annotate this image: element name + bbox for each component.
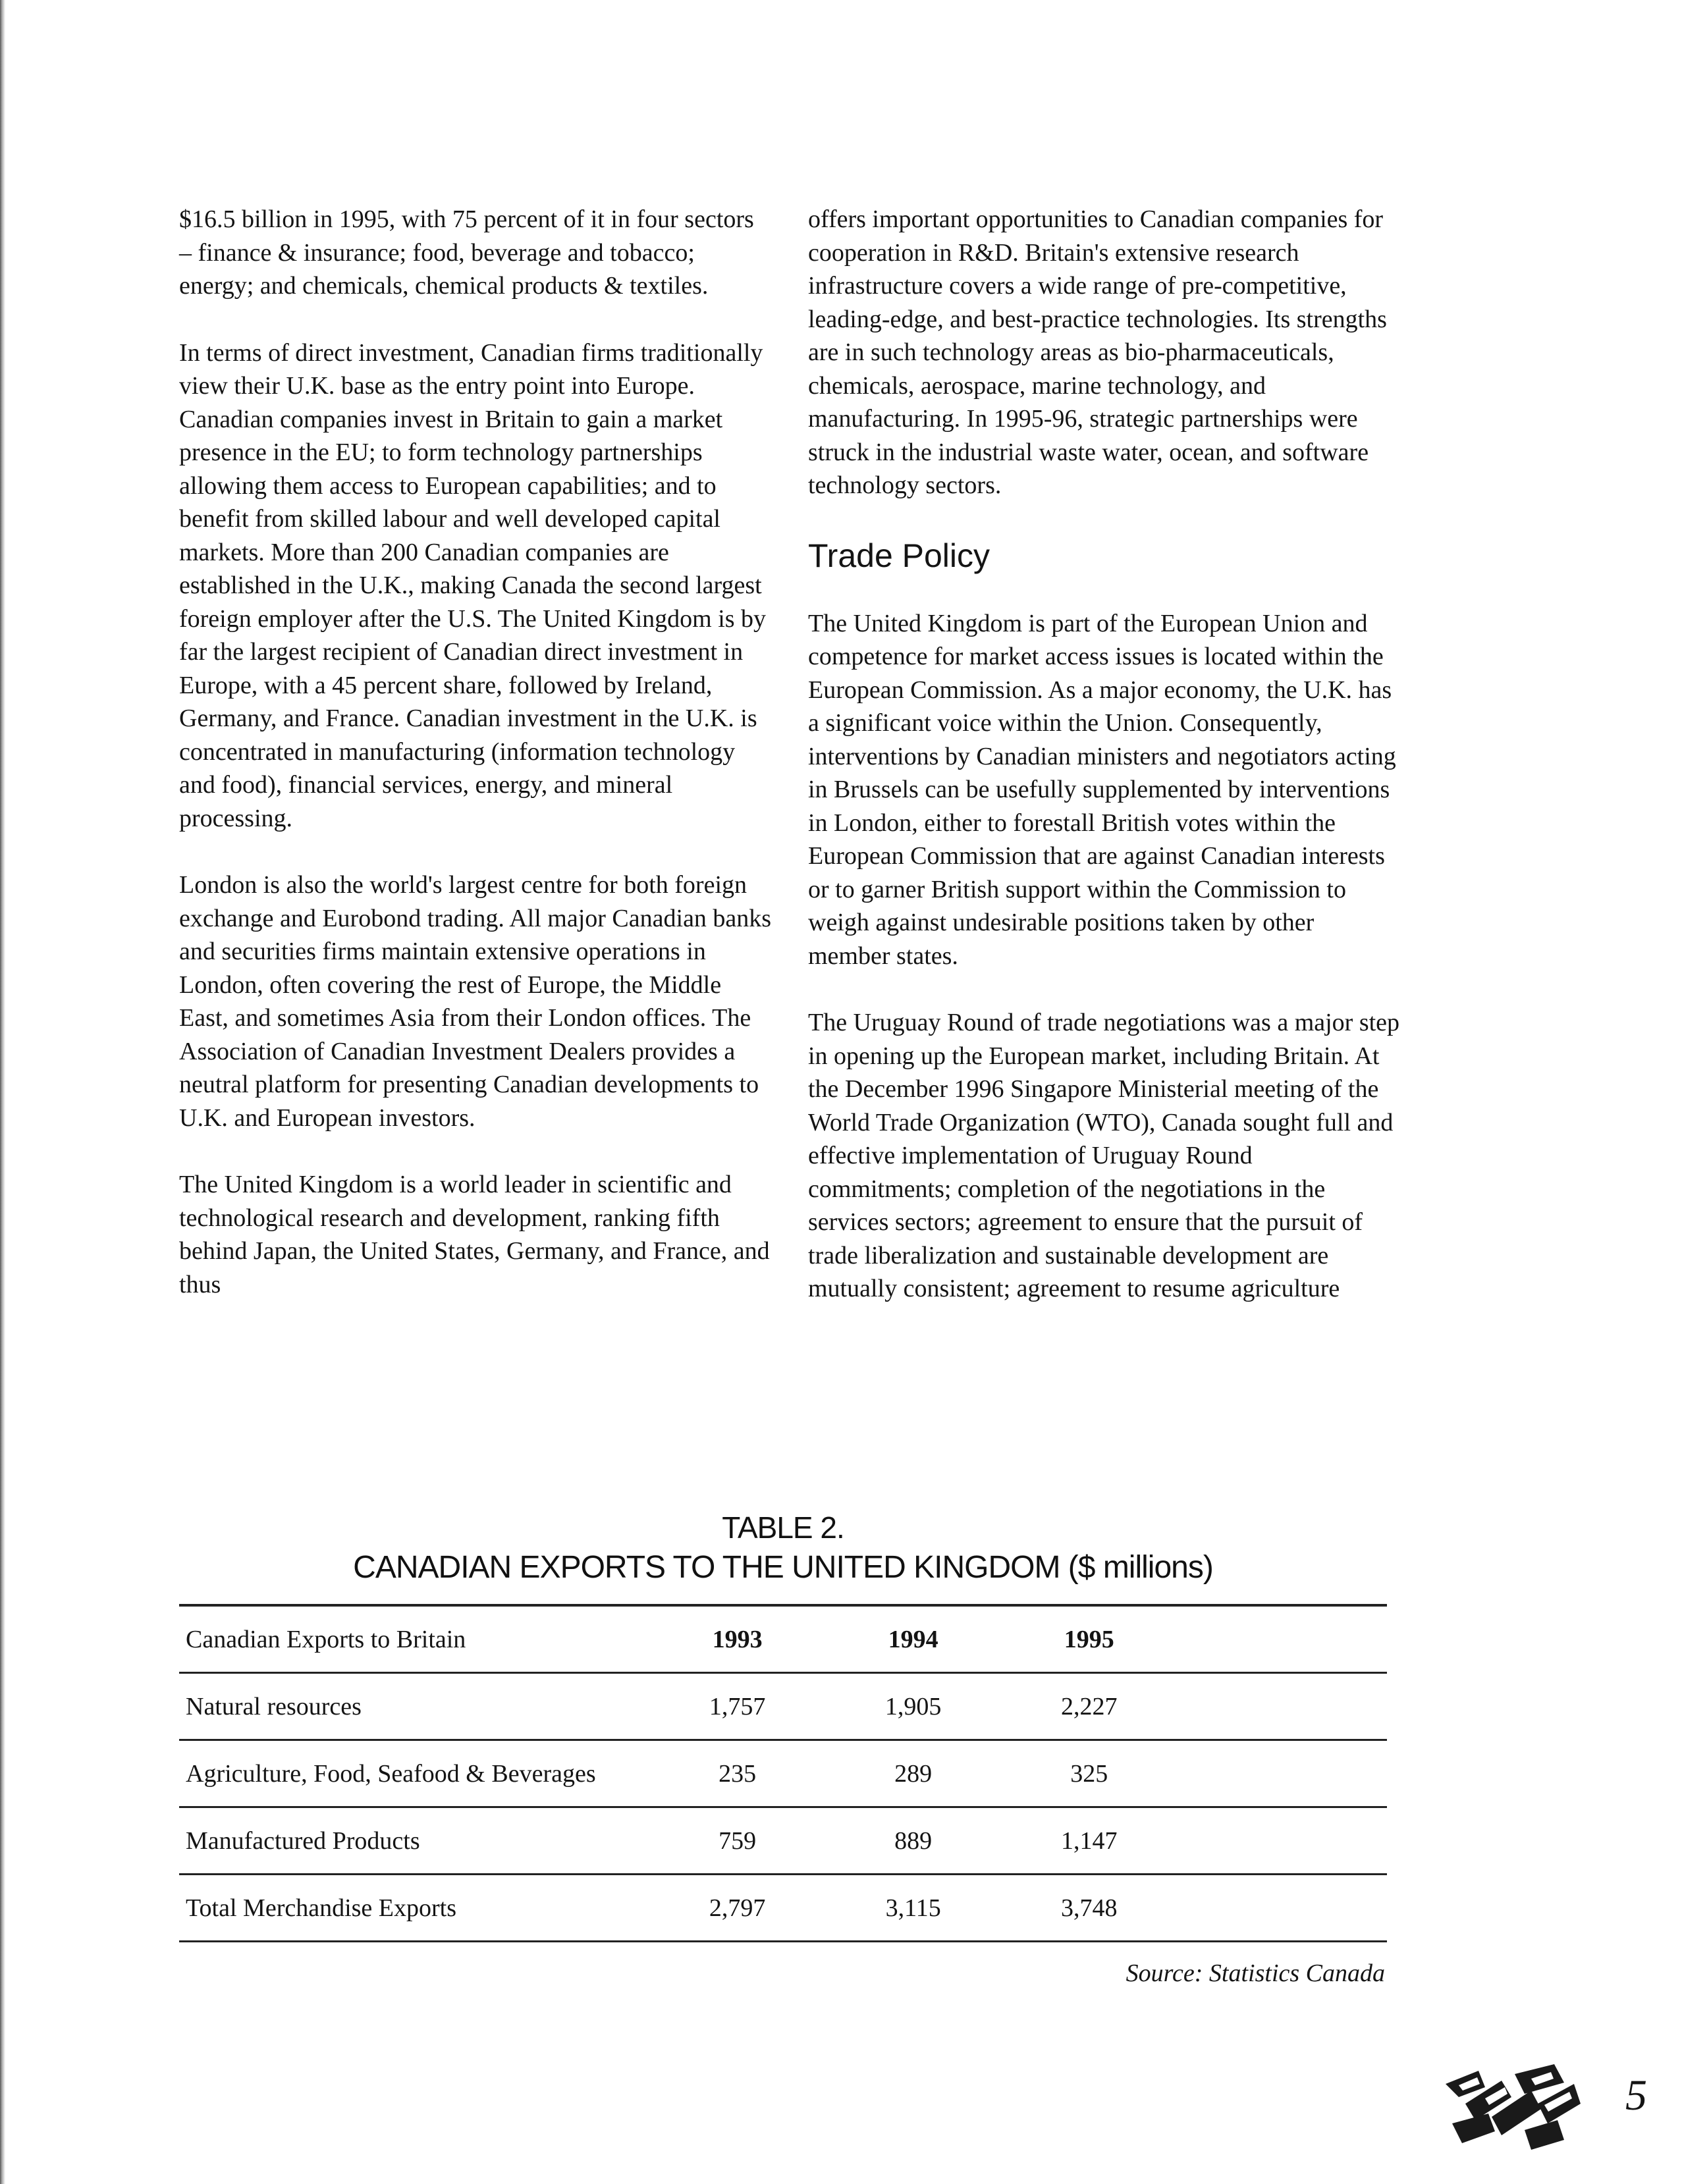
column-header: Canadian Exports to Britain xyxy=(179,1605,649,1673)
column-header: 1993 xyxy=(649,1605,825,1673)
table-spacer xyxy=(1177,1807,1387,1875)
table-cell: 2,797 xyxy=(649,1875,825,1942)
table-spacer xyxy=(1177,1875,1387,1942)
column-header: 1994 xyxy=(825,1605,1001,1673)
table-row xyxy=(179,1673,1387,1740)
table-label: TABLE 2. xyxy=(722,1510,844,1545)
table-row xyxy=(179,1807,1387,1875)
paragraph: In terms of direct investment, Canadian firms traditionally view their U.K. base as the entry point into Europe. Canadian companies invest in Britain to gain a market presence in the EU; to form technology partnerships allowing them access to European capabilities; and to benefit from skilled labour and well developed capital markets. More than 200 Canadian companies are established in the U.K., making Canada the second largest foreign employer after the U.S. The United Kingdom is by far the largest recipient of Canadian direct investment in Europe, with a 45 percent share, followed by Ireland, Germany, and France. Canadian investment in the U.K. is concentrated in manufacturing (information technology and food), financial services, energy, and mineral processing. xyxy=(179,338,767,832)
table-source-note: Source: Statistics Canada xyxy=(1126,1959,1385,1987)
paragraph: The United Kingdom is part of the European Union and competence for market access issues is located within the European Commission. As a major economy, the U.K. has a significant voice within the Union. Consequently, interventions by Canadian ministers and negotiators acting in Brussels can be usefully supplemented by interventions in London, either to forestall British votes within the European Commission that are against Canadian interests or to garner British support within the Commission to weigh against undesirable positions taken by other member states. xyxy=(808,609,1396,970)
table-cell: 325 xyxy=(1001,1740,1177,1807)
table-cell: 3,748 xyxy=(1001,1875,1177,1942)
paragraph: The United Kingdom is a world leader in scientific and technological research and development, ranking fifth behind Japan, the United States, Germany, and France, and thus xyxy=(179,1171,770,1298)
row-label: Natural resources xyxy=(179,1673,649,1740)
left-text-column xyxy=(179,203,772,1335)
table-cell: 759 xyxy=(649,1807,825,1875)
paragraph: London is also the world's largest centre for both foreign exchange and Eurobond trading. All major Canadian banks and securities firms maintain extensive operations in London, often covering the rest of Europe, the Middle East, and sometimes Asia from their London offices. The Association of Canadian Investment Dealers provides a neutral platform for presenting Canadian developments to U.K. and European investors. xyxy=(179,871,772,1132)
table-cell: 3,115 xyxy=(825,1875,1001,1942)
table-row xyxy=(179,1740,1387,1807)
table-spacer xyxy=(1177,1605,1387,1673)
section-heading-trade-policy: Trade Policy xyxy=(808,537,990,574)
table-caption: CANADIAN EXPORTS TO THE UNITED KINGDOM ($ millions) xyxy=(353,1550,1213,1585)
row-label: Agriculture, Food, Seafood & Beverages xyxy=(179,1740,649,1807)
table-spacer xyxy=(1177,1673,1387,1740)
scan-edge xyxy=(0,0,5,2184)
exports-table xyxy=(179,1604,1387,1942)
page-number: 5 xyxy=(1625,2071,1647,2119)
table-header-row xyxy=(179,1605,1387,1673)
paragraph: offers important opportunities to Canadian companies for cooperation in R&D. Britain's extensive research infrastructure covers a wide range of pre-competitive, leading-edge, and best-practice technologies. Its strengths are in such technology areas as bio-pharmaceuticals, chemicals, aerospace, marine technology, and manufacturing. In 1995-96, strategic partnerships were struck in the industrial waste water, ocean, and software technology sectors. xyxy=(808,205,1387,499)
table-spacer xyxy=(1177,1740,1387,1807)
flag-emblem-icon xyxy=(1439,2058,1584,2156)
table-cell: 1,905 xyxy=(825,1673,1001,1740)
column-header: 1995 xyxy=(1001,1605,1177,1673)
table-cell: 289 xyxy=(825,1740,1001,1807)
paragraph: $16.5 billion in 1995, with 75 percent of it in four sectors – finance & insurance; food, beverage and tobacco; energy; and chemicals, chemical products & textiles. xyxy=(179,205,754,300)
row-label: Manufactured Products xyxy=(179,1807,649,1875)
table-cell: 1,147 xyxy=(1001,1807,1177,1875)
table-cell: 2,227 xyxy=(1001,1673,1177,1740)
row-label: Total Merchandise Exports xyxy=(179,1875,649,1942)
right-text-column xyxy=(808,203,1401,1339)
table-cell: 1,757 xyxy=(649,1673,825,1740)
table-cell: 889 xyxy=(825,1807,1001,1875)
table-cell: 235 xyxy=(649,1740,825,1807)
paragraph: The Uruguay Round of trade negotiations was a major step in opening up the European market, including Britain. At the December 1996 Singapore Ministerial meeting of the World Trade Organization (WTO), Canada sought full and effective implementation of Uruguay Round commitments; completion of the negotiations in the services sectors; agreement to ensure that the pursuit of trade liberalization and sustainable development are mutually consistent; agreement to resume agriculture xyxy=(808,1009,1400,1302)
table-row xyxy=(179,1875,1387,1942)
